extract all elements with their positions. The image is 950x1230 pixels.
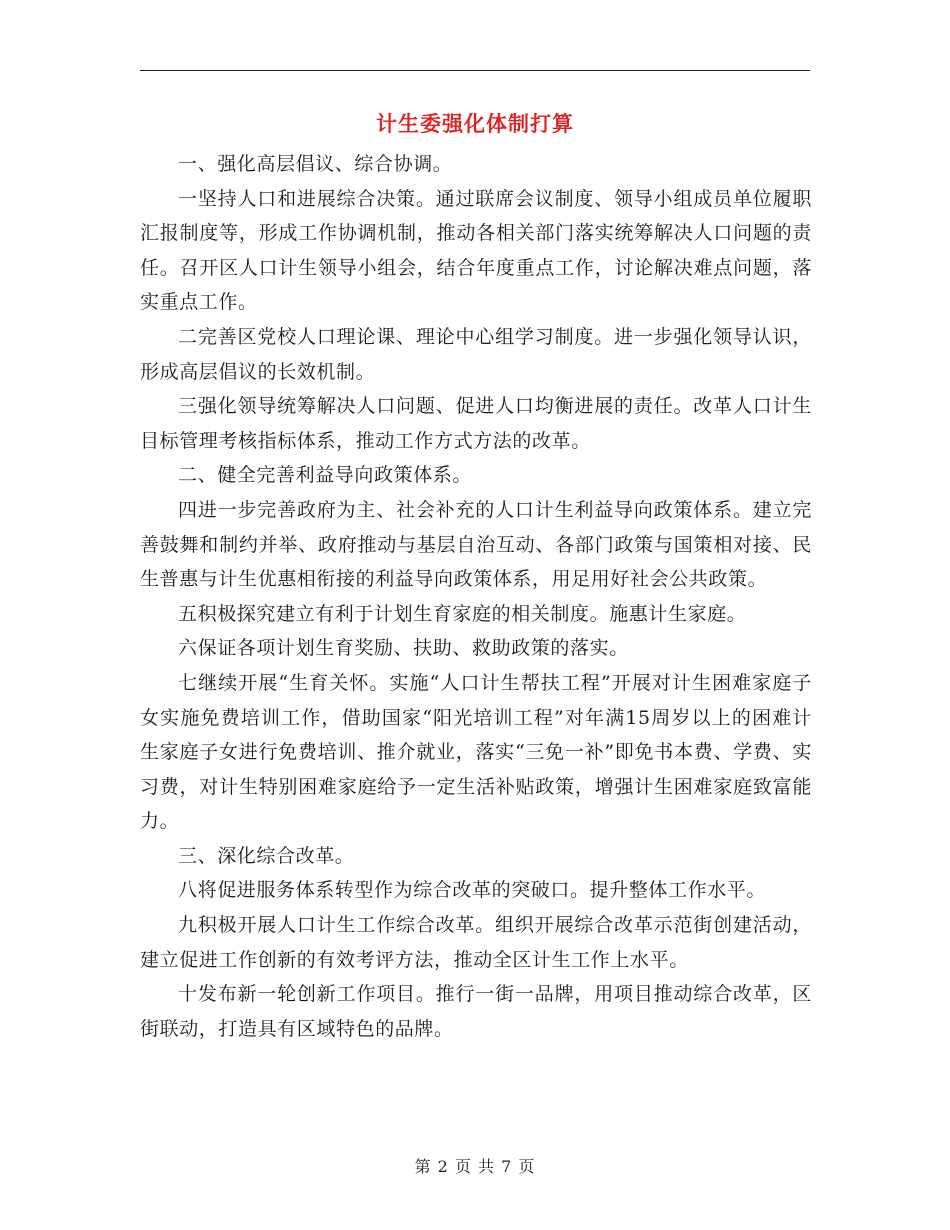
paragraph-item-3: 三强化领导统筹解决人口问题、促进人口均衡进展的责任。改革人口计生目标管理考核指标体系，推动工作方式方法的改革。 xyxy=(140,395,812,452)
document-title: 计生委强化体制打算 xyxy=(376,112,574,136)
paragraph-item-7: 七继续开展“生育关怀。实施“人口计生帮扶工程”开展对计生困难家庭子女实施免费培训工作，借助国家“阳光培训工程”对年满15周岁以上的困难计生家庭子女进行免费培训、推介就业，落实“三免一补”即免书本费、学费、实习费，对计生特别困难家庭给予一定生活补贴政策，增强计生困难家庭致富能力。 xyxy=(140,671,812,833)
paragraph-item-8: 八将促进服务体系转型作为综合改革的突破口。提升整体工作水平。 xyxy=(178,879,767,902)
paragraph-item-10: 十发布新一轮创新工作项目。推行一街一品牌，用项目推动综合改革，区街联动，打造具有区域特色的品牌。 xyxy=(140,983,812,1040)
paragraph-item-9: 九积极开展人口计生工作综合改革。组织开展综合改革示范街创建活动，建立促进工作创新的有效考评方法，推动全区计生工作上水平。 xyxy=(140,914,812,971)
paragraph-item-4: 四进一步完善政府为主、社会补充的人口计生利益导向政策体系。建立完善鼓舞和制约并举、政府推动与基层自治互动、各部门政策与国策相对接、民生普惠与计生优惠相衔接的利益导向政策体系，用足用好社会公共政策。 xyxy=(140,498,812,591)
header-rule xyxy=(140,70,810,71)
section-heading-1: 一、强化高层倡议、综合协调。 xyxy=(178,153,453,175)
document-body xyxy=(140,147,812,1046)
page-number: 第 2 页 共 7 页 xyxy=(414,1157,536,1176)
paragraph-item-6: 六保证各项计划生育奖励、扶助、救助政策的落实。 xyxy=(178,637,629,660)
paragraph-item-1: 一坚持人口和进展综合决策。通过联席会议制度、领导小组成员单位履职汇报制度等，形成工作协调机制，推动各相关部门落实统筹解决人口问题的责任。召开区人口计生领导小组会，结合年度重点工作，讨论解决难点问题，落实重点工作。 xyxy=(140,187,812,314)
section-heading-3: 三、深化综合改革。 xyxy=(178,844,355,867)
paragraph-item-2: 二完善区党校人口理论课、理论中心组学习制度。进一步强化领导认识，形成高层倡议的长效机制。 xyxy=(140,325,812,383)
section-heading-2: 二、健全完善利益导向政策体系。 xyxy=(178,464,473,487)
paragraph-item-5: 五积极探究建立有利于计划生育家庭的相关制度。施惠计生家庭。 xyxy=(178,602,747,625)
